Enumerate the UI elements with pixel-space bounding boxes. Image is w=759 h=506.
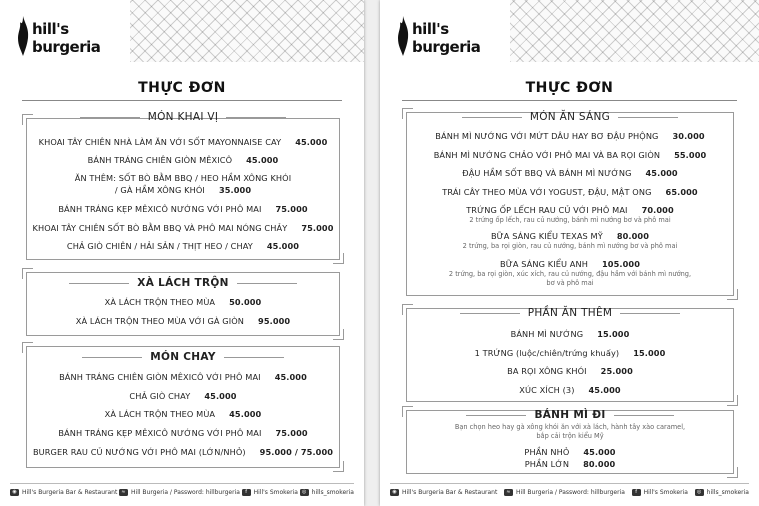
menu-item: PHẦN NHỎ 45.000 [524, 447, 616, 457]
menu-page-right [380, 0, 759, 506]
menu-item: BURGER RAU CỦ NƯỚNG VỚI PHÔ MAI (LỚN/NHỎ) 95.000 / 75.000 [32, 447, 334, 457]
menu-item: BÁNH TRÁNG CHIÊN GIÒN MÊXICÔ VỚI PHÔ MAI 45.000 [59, 372, 307, 382]
menu-item: BỮA SÁNG KIỂU ANH 105.000 [499, 259, 640, 269]
logo-line2: burgeria [412, 38, 481, 56]
menu-item: TRỨNG ỐP LẾCH RAU CỦ VỚI PHÔ MAI 70.000 [466, 205, 674, 215]
header-pattern [130, 0, 364, 62]
menu-item: 1 TRỨNG (luộc/chiên/trứng khuấy) 15.000 [474, 348, 666, 358]
menu-item: CHẢ GIÒ CHAY 45.000 [129, 391, 237, 401]
menu-item: KHOAI TÂY CHIÊN SỐT BÒ BẰM BBQ VÀ PHÔ MAI NÓNG CHẢY 75.000 [32, 223, 334, 233]
menu-page-left [0, 0, 364, 506]
section-heading: BÁNH MÌ ĐI [407, 409, 733, 421]
section-heading: XÀ LÁCH TRỘN [27, 277, 339, 289]
menu-item: XÚC XÍCH (3) 45.000 [519, 385, 621, 395]
footer [10, 486, 354, 498]
menu-item: BÁNH TRÁNG KẸP MÊXICÔ NƯỚNG VỚI PHÔ MAI 75.000 [58, 204, 308, 214]
instagram-icon: ◎ [695, 489, 704, 496]
section-salads [26, 272, 340, 336]
section-heading: MÓN CHAY [27, 351, 339, 363]
title-divider [22, 100, 342, 101]
flame-icon [396, 16, 410, 56]
item-description: 2 trứng, ba rọi giòn, rau củ nướng, bánh mì nướng bơ và phô mai [462, 242, 678, 250]
item-description: bơ và phô mai [546, 279, 594, 287]
camera-icon: ◉ [390, 489, 399, 496]
wifi-icon: ≈ [119, 489, 128, 496]
facebook-icon: f [632, 489, 641, 496]
section-appetizers [26, 111, 340, 260]
footer-item: ◎ hills_smokeria [300, 489, 354, 496]
page-title: THỰC ĐƠN [525, 80, 614, 96]
menu-item: CHẢ GIÒ CHIÊN / HẢI SẢN / THỊT HEO / CHAY 45.000 [66, 241, 300, 251]
logo-line1: hill's [412, 20, 449, 38]
logo-line2: burgeria [32, 38, 101, 56]
camera-icon: ◉ [10, 489, 19, 496]
wifi-icon: ≈ [504, 489, 513, 496]
menu-item: ĂN THÊM: SỐT BÒ BẰM BBQ / HEO HẦM XÔNG KHÓI [74, 173, 292, 183]
footer-item: ◉ Hill's Burgeria Bar & Restaurant [10, 489, 117, 496]
header-pattern [510, 0, 759, 62]
section-breakfast [406, 112, 734, 296]
menu-item: XÀ LÁCH TRỘN THEO MÙA VỚI GÀ GIÒN 95.000 [75, 316, 291, 326]
section-description: Bạn chọn heo hay gà xông khói ăn với xà lách, hành tây xào caramel, [454, 423, 686, 431]
section-description: bắp cải trộn kiểu Mỹ [536, 432, 604, 440]
menu-item: BÁNH MÌ NƯỚNG 15.000 [510, 329, 630, 339]
menu-item: BA RỌI XÔNG KHÓI 25.000 [507, 366, 633, 376]
footer [390, 486, 749, 498]
menu-item: BÁNH MÌ NƯỚNG VỚI MỨT DÂU HAY BƠ ĐẬU PHỘNG 30.000 [435, 131, 705, 141]
instagram-icon: ◎ [300, 489, 309, 496]
menu-item: PHẦN LỚN 80.000 [524, 459, 616, 469]
page-title: THỰC ĐƠN [138, 80, 226, 96]
menu-item: BÁNH TRÁNG CHIÊN GIÒN MÊXICÔ 45.000 [87, 155, 279, 165]
page-gap [364, 0, 380, 506]
section-extras [406, 308, 734, 402]
section-heading: MÓN KHAI VỊ [27, 111, 339, 123]
menu-item: BÁNH TRÁNG KẸP MÊXICÔ NƯỚNG VỚI PHÔ MAI 75.000 [58, 428, 308, 438]
menu-item: / GÀ HẦM XÔNG KHÓI 35.000 [114, 185, 252, 195]
menu-item: BÁNH MÌ NƯỚNG CHẢO VỚI PHÔ MAI VÀ BA RỌI GIÒN 55.000 [433, 150, 707, 160]
section-sandwich [406, 410, 734, 474]
footer-divider [10, 483, 354, 484]
footer-item: f Hill's Smokeria [242, 489, 298, 496]
footer-item: f Hill's Smokeria [632, 489, 688, 496]
menu-item: ĐẬU HẦM SỐT BBQ VÀ BÁNH MÌ NƯỚNG 45.000 [462, 168, 678, 178]
footer-divider [390, 483, 749, 484]
menu-item: XÀ LÁCH TRỘN THEO MÙA 45.000 [104, 409, 262, 419]
menu-item: BỮA SÁNG KIỂU TEXAS MỸ 80.000 [490, 231, 650, 241]
flame-icon [16, 16, 30, 56]
section-vegetarian [26, 346, 340, 468]
item-description: 2 trứng ốp lếch, rau củ nướng, bánh mì nướng bơ và phô mai [469, 216, 671, 224]
footer-item: ≈ Hill Burgeria / Password: hillburgeria [504, 489, 625, 496]
title-divider [402, 100, 737, 101]
logo [396, 14, 506, 58]
logo [16, 14, 126, 58]
item-description: 2 trứng, ba rọi giòn, xúc xích, rau củ nướng, đậu hầm với bánh mì nướng, [448, 270, 692, 278]
logo-line1: hill's [32, 20, 69, 38]
menu-item: TRÁI CÂY THEO MÙA VỚI YOGUST, ĐẬU, MẬT ONG 65.000 [442, 187, 698, 197]
menu-item: KHOAI TÂY CHIÊN NHÀ LÀM ĂN VỚI SỐT MAYONNAISE CAY 45.000 [38, 137, 328, 147]
facebook-icon: f [242, 489, 251, 496]
footer-item: ◉ Hill's Burgeria Bar & Restaurant [390, 489, 497, 496]
section-heading: MÓN ĂN SÁNG [407, 111, 733, 123]
menu-item: XÀ LÁCH TRỘN THEO MÙA 50.000 [104, 297, 262, 307]
footer-item: ≈ Hill Burgeria / Password: hillburgeria [119, 489, 240, 496]
footer-item: ◎ hills_smokeria [695, 489, 749, 496]
section-heading: PHẦN ĂN THÊM [407, 307, 733, 319]
